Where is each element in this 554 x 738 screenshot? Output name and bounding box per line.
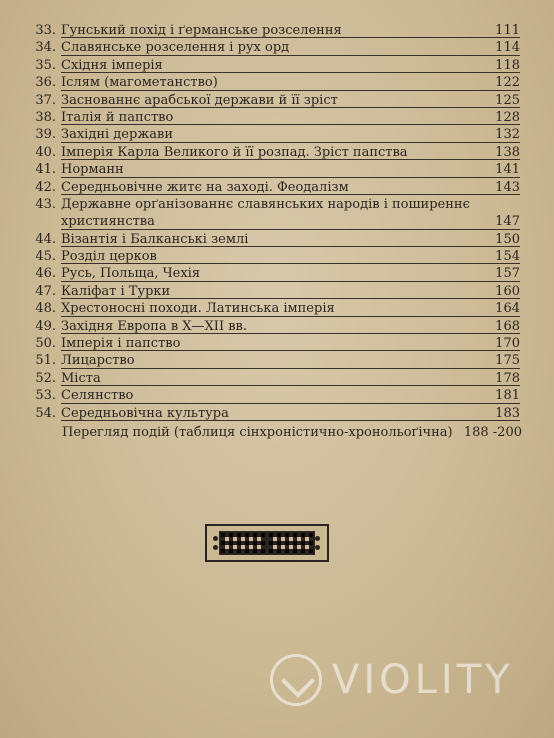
toc-entry [22, 370, 520, 387]
toc-entry-page: 111 [495, 23, 520, 38]
toc-entry [22, 265, 520, 282]
toc-entry [22, 109, 520, 126]
toc-entry-title: Норманн [61, 162, 124, 178]
toc-entry-title: Хрестоносні походи. Латинська імперія [61, 301, 335, 317]
toc-entry [22, 352, 520, 369]
toc-entry [22, 283, 520, 300]
toc-entry-number: 40. [35, 144, 56, 160]
toc-entry-title: Західні держави [61, 127, 174, 143]
ornament-block-right [267, 531, 315, 555]
toc-entry [22, 196, 520, 213]
toc-entry-title: Середньовічне житє на заході. Феодалізм [61, 179, 349, 195]
watermark [270, 640, 540, 720]
toc-entry [22, 179, 520, 196]
toc-entry [22, 92, 520, 109]
toc-entry [22, 126, 520, 143]
toc-entry-title: Лицарство [61, 353, 135, 369]
toc-entry [22, 39, 520, 56]
toc-entry [22, 318, 520, 335]
toc-entry-number: 50. [35, 336, 56, 352]
toc-entry-page: 178 [495, 370, 520, 386]
toc-entry-page: 170 [495, 336, 520, 352]
toc-entry-number: 35. [35, 57, 56, 73]
toc-entry-title: Міста [61, 370, 101, 386]
toc-entry-page: 175 [495, 353, 520, 369]
toc-entry [22, 248, 520, 265]
toc-entry-number: 49. [35, 318, 56, 334]
table-of-contents [22, 22, 520, 422]
ornament-dots-right [315, 536, 321, 550]
toc-entry-page: 132 [495, 127, 520, 143]
toc-entry-title: Імперія і папство [61, 336, 181, 352]
toc-entry-number: 33. [35, 23, 56, 38]
toc-entry-title: Італія й папство [61, 109, 174, 125]
toc-entry-number: 54. [35, 405, 56, 421]
toc-entry-page: 164 [495, 301, 520, 317]
toc-entry-page: 157 [495, 266, 520, 282]
toc-entry-number: 51. [35, 353, 56, 369]
toc-entry-continued [22, 213, 520, 230]
toc-entry-page: 150 [495, 231, 520, 247]
toc-entry-number: 39. [35, 127, 56, 143]
summary-title: Перегляд подій (таблиця сінхроністично-хронольоґічна) [62, 425, 453, 440]
summary-page: 188 -200 [463, 425, 522, 440]
toc-entry-number: 38. [35, 109, 56, 125]
toc-entry-page: 143 [495, 179, 520, 195]
toc-entry-page: 128 [495, 109, 520, 125]
toc-entry-page: 141 [495, 162, 520, 178]
toc-entry-number: 53. [35, 388, 56, 404]
toc-entry [22, 22, 520, 39]
toc-entry-number: 42. [35, 179, 56, 195]
summary-entry [62, 425, 522, 440]
toc-entry [22, 405, 520, 422]
toc-entry-title: Середньовічна культура [61, 405, 229, 421]
toc-entry [22, 387, 520, 404]
toc-entry-number: 44. [35, 231, 56, 247]
toc-entry [22, 300, 520, 317]
watermark-logo-icon [270, 654, 322, 706]
toc-entry-page: 138 [495, 144, 520, 160]
toc-entry-title: Державне орґанізованнє славянських народів і поширеннє [61, 196, 470, 212]
toc-entry-number: 41. [35, 162, 56, 178]
toc-entry-number: 37. [35, 92, 56, 108]
toc-entry [22, 144, 520, 161]
printers-ornament-icon [205, 524, 329, 562]
toc-entry-title: Іслям (магометанство) [61, 75, 218, 91]
toc-entry [22, 335, 520, 352]
toc-entry [22, 74, 520, 91]
toc-entry-title: Східня імперія [61, 57, 163, 73]
toc-entry-number: 52. [35, 370, 56, 386]
toc-entry-title: Імперія Карла Великого й її розпад. Зріст папства [61, 144, 408, 160]
toc-entry-title: Західня Европа в X—XII вв. [61, 318, 247, 334]
toc-entry-title: Гунський похід і ґерманське розселення [61, 23, 342, 38]
toc-entry-page: 125 [495, 92, 520, 108]
toc-entry-page: 122 [495, 75, 520, 91]
toc-entry-number: 46. [35, 266, 56, 282]
toc-entry-page: 168 [495, 318, 520, 334]
watermark-text: VIOLITY [332, 657, 514, 703]
toc-entry-page: 147 [495, 214, 520, 230]
toc-entry-number: 34. [35, 40, 56, 56]
toc-entry-page: 154 [495, 249, 520, 265]
toc-entry-number: 48. [35, 301, 56, 317]
toc-entry-title: Селянство [61, 388, 134, 404]
toc-entry-page: 114 [495, 40, 520, 56]
toc-entry-number: 36. [35, 75, 56, 91]
toc-entry-page: 181 [495, 388, 520, 404]
toc-entry-page: 118 [495, 57, 520, 73]
toc-entry-title-continued: християнства [61, 214, 155, 230]
toc-entry-title: Розділ церков [61, 249, 157, 265]
toc-entry-title: Каліфат і Турки [61, 283, 171, 299]
toc-entry-title: Візантія і Балканські землі [61, 231, 249, 247]
ornament-block-left [219, 531, 267, 555]
toc-entry-number: 43. [35, 196, 56, 212]
toc-entry-page: 160 [495, 283, 520, 299]
toc-entry [22, 161, 520, 178]
toc-entry-title: Славянське розселення і рух орд [61, 40, 290, 56]
toc-entry [22, 57, 520, 74]
toc-entry-title: Русь, Польща, Чехія [61, 266, 201, 282]
toc-entry-number: 47. [35, 283, 56, 299]
toc-entry-number: 45. [35, 249, 56, 265]
toc-entry-page: 183 [495, 405, 520, 421]
toc-entry-title: Заснованнє арабської держави й її зріст [61, 92, 338, 108]
toc-entry [22, 231, 520, 248]
